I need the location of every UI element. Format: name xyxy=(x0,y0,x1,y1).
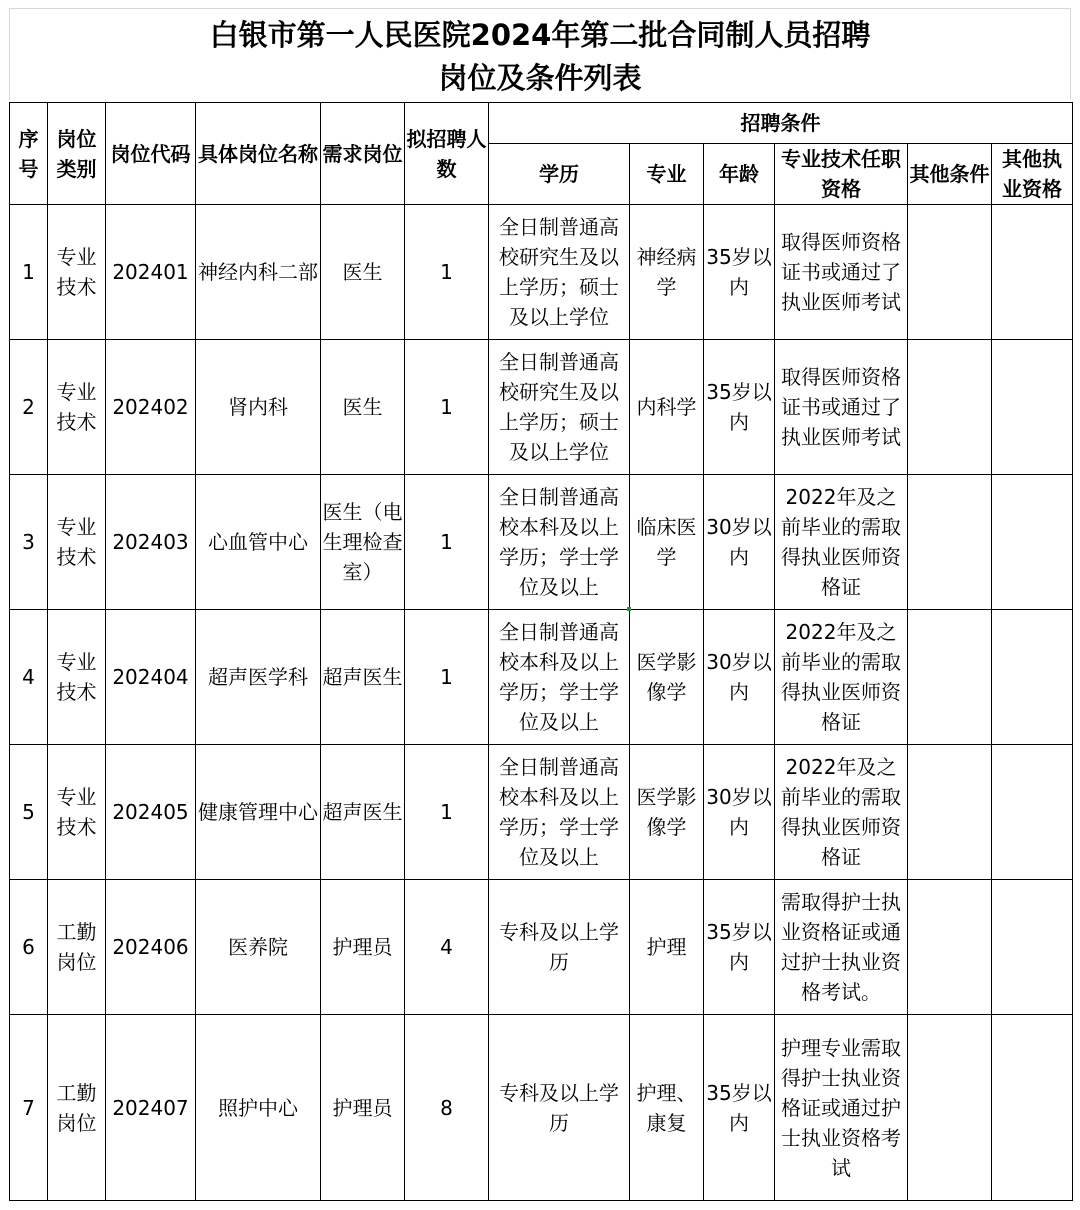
cell-name: 健康管理中心 xyxy=(196,745,321,880)
table-row xyxy=(10,610,1073,745)
table-row xyxy=(10,880,1073,1015)
cell-other-conditions xyxy=(908,475,992,610)
cell-position: 护理员 xyxy=(321,880,405,1015)
cell-seq: 6 xyxy=(10,880,48,1015)
header-category: 岗位类别 xyxy=(48,103,106,205)
cell-other-license xyxy=(992,1015,1073,1201)
cell-position: 超声医生 xyxy=(321,610,405,745)
cell-position: 医生 xyxy=(321,205,405,340)
cell-other-license xyxy=(992,880,1073,1015)
header-age: 年龄 xyxy=(704,144,775,205)
cell-major: 护理、康复 xyxy=(630,1015,704,1201)
cell-count: 1 xyxy=(405,745,489,880)
cell-code: 202401 xyxy=(106,205,196,340)
table-row xyxy=(10,340,1073,475)
cell-other-license xyxy=(992,610,1073,745)
cell-category: 工勤岗位 xyxy=(48,1015,106,1201)
cell-seq: 3 xyxy=(10,475,48,610)
cell-major: 护理 xyxy=(630,880,704,1015)
document-title xyxy=(9,14,1071,100)
header-education: 学历 xyxy=(489,144,630,205)
cell-age: 35岁以内 xyxy=(704,880,775,1015)
cell-other-license xyxy=(992,205,1073,340)
cell-category: 专业技术 xyxy=(48,610,106,745)
cell-code: 202407 xyxy=(106,1015,196,1201)
cell-code: 202402 xyxy=(106,340,196,475)
cell-title-qualification: 护理专业需取得护士执业资格证或通过护士执业资格考试 xyxy=(775,1015,908,1201)
cell-age: 35岁以内 xyxy=(704,340,775,475)
cell-other-conditions xyxy=(908,205,992,340)
cell-seq: 5 xyxy=(10,745,48,880)
cell-name: 心血管中心 xyxy=(196,475,321,610)
cell-major: 医学影像学 xyxy=(630,610,704,745)
header-position: 需求岗位 xyxy=(321,103,405,205)
cell-education: 全日制普通高校本科及以上学历；学士学位及以上 xyxy=(489,610,630,745)
cell-title-qualification: 2022年及之前毕业的需取得执业医师资格证 xyxy=(775,610,908,745)
cell-education: 全日制普通高校研究生及以上学历；硕士及以上学位 xyxy=(489,205,630,340)
cell-category: 专业技术 xyxy=(48,340,106,475)
cell-seq: 7 xyxy=(10,1015,48,1201)
cell-comment-marker xyxy=(627,607,631,611)
table-row xyxy=(10,205,1073,340)
cell-count: 1 xyxy=(405,475,489,610)
cell-age: 35岁以内 xyxy=(704,1015,775,1201)
cell-education: 全日制普通高校研究生及以上学历；硕士及以上学位 xyxy=(489,340,630,475)
cell-seq: 1 xyxy=(10,205,48,340)
cell-name: 照护中心 xyxy=(196,1015,321,1201)
cell-other-conditions xyxy=(908,610,992,745)
cell-title-qualification: 取得医师资格证书或通过了执业医师考试 xyxy=(775,205,908,340)
cell-code: 202406 xyxy=(106,880,196,1015)
cell-name: 超声医学科 xyxy=(196,610,321,745)
cell-age: 30岁以内 xyxy=(704,610,775,745)
cell-major: 临床医学 xyxy=(630,475,704,610)
cell-position: 医生 xyxy=(321,340,405,475)
recruitment-table xyxy=(9,102,1073,1201)
cell-category: 工勤岗位 xyxy=(48,880,106,1015)
cell-code: 202404 xyxy=(106,610,196,745)
cell-education: 专科及以上学历 xyxy=(489,1015,630,1201)
cell-count: 1 xyxy=(405,340,489,475)
cell-education: 全日制普通高校本科及以上学历；学士学位及以上 xyxy=(489,745,630,880)
cell-seq: 4 xyxy=(10,610,48,745)
header-major: 专业 xyxy=(630,144,704,205)
cell-title-qualification: 需取得护士执业资格证或通过护士执业资格考试。 xyxy=(775,880,908,1015)
header-other-conditions: 其他条件 xyxy=(908,144,992,205)
cell-major: 神经病学 xyxy=(630,205,704,340)
header-conditions: 招聘条件 xyxy=(489,103,1073,144)
cell-other-license xyxy=(992,340,1073,475)
cell-name: 肾内科 xyxy=(196,340,321,475)
cell-code: 202403 xyxy=(106,475,196,610)
cell-other-license xyxy=(992,745,1073,880)
cell-count: 4 xyxy=(405,880,489,1015)
cell-major: 医学影像学 xyxy=(630,745,704,880)
cell-other-conditions xyxy=(908,880,992,1015)
header-count: 拟招聘人数 xyxy=(405,103,489,205)
cell-count: 1 xyxy=(405,610,489,745)
cell-age: 30岁以内 xyxy=(704,475,775,610)
cell-other-conditions xyxy=(908,340,992,475)
header-code: 岗位代码 xyxy=(106,103,196,205)
table-row xyxy=(10,745,1073,880)
cell-category: 专业技术 xyxy=(48,475,106,610)
header-title-qualification: 专业技术任职资格 xyxy=(775,144,908,205)
cell-major: 内科学 xyxy=(630,340,704,475)
cell-name: 神经内科二部 xyxy=(196,205,321,340)
table-row xyxy=(10,475,1073,610)
cell-title-qualification: 2022年及之前毕业的需取得执业医师资格证 xyxy=(775,745,908,880)
cell-position: 超声医生 xyxy=(321,745,405,880)
cell-education: 全日制普通高校本科及以上学历；学士学位及以上 xyxy=(489,475,630,610)
cell-category: 专业技术 xyxy=(48,205,106,340)
header-other-license: 其他执业资格 xyxy=(992,144,1073,205)
cell-category: 专业技术 xyxy=(48,745,106,880)
title-line-2: 岗位及条件列表 xyxy=(438,61,642,95)
cell-count: 1 xyxy=(405,205,489,340)
cell-title-qualification: 2022年及之前毕业的需取得执业医师资格证 xyxy=(775,475,908,610)
cell-other-conditions xyxy=(908,1015,992,1201)
cell-age: 30岁以内 xyxy=(704,745,775,880)
cell-code: 202405 xyxy=(106,745,196,880)
cell-position: 医生（电生理检查室） xyxy=(321,475,405,610)
title-line-1: 白银市第一人民医院2024年第二批合同制人员招聘 xyxy=(209,18,871,52)
cell-age: 35岁以内 xyxy=(704,205,775,340)
cell-position: 护理员 xyxy=(321,1015,405,1201)
header-name: 具体岗位名称 xyxy=(196,103,321,205)
cell-seq: 2 xyxy=(10,340,48,475)
cell-name: 医养院 xyxy=(196,880,321,1015)
cell-count: 8 xyxy=(405,1015,489,1201)
cell-other-conditions xyxy=(908,745,992,880)
header-seq: 序号 xyxy=(10,103,48,205)
cell-education: 专科及以上学历 xyxy=(489,880,630,1015)
cell-title-qualification: 取得医师资格证书或通过了执业医师考试 xyxy=(775,340,908,475)
table-row xyxy=(10,1015,1073,1201)
cell-other-license xyxy=(992,475,1073,610)
